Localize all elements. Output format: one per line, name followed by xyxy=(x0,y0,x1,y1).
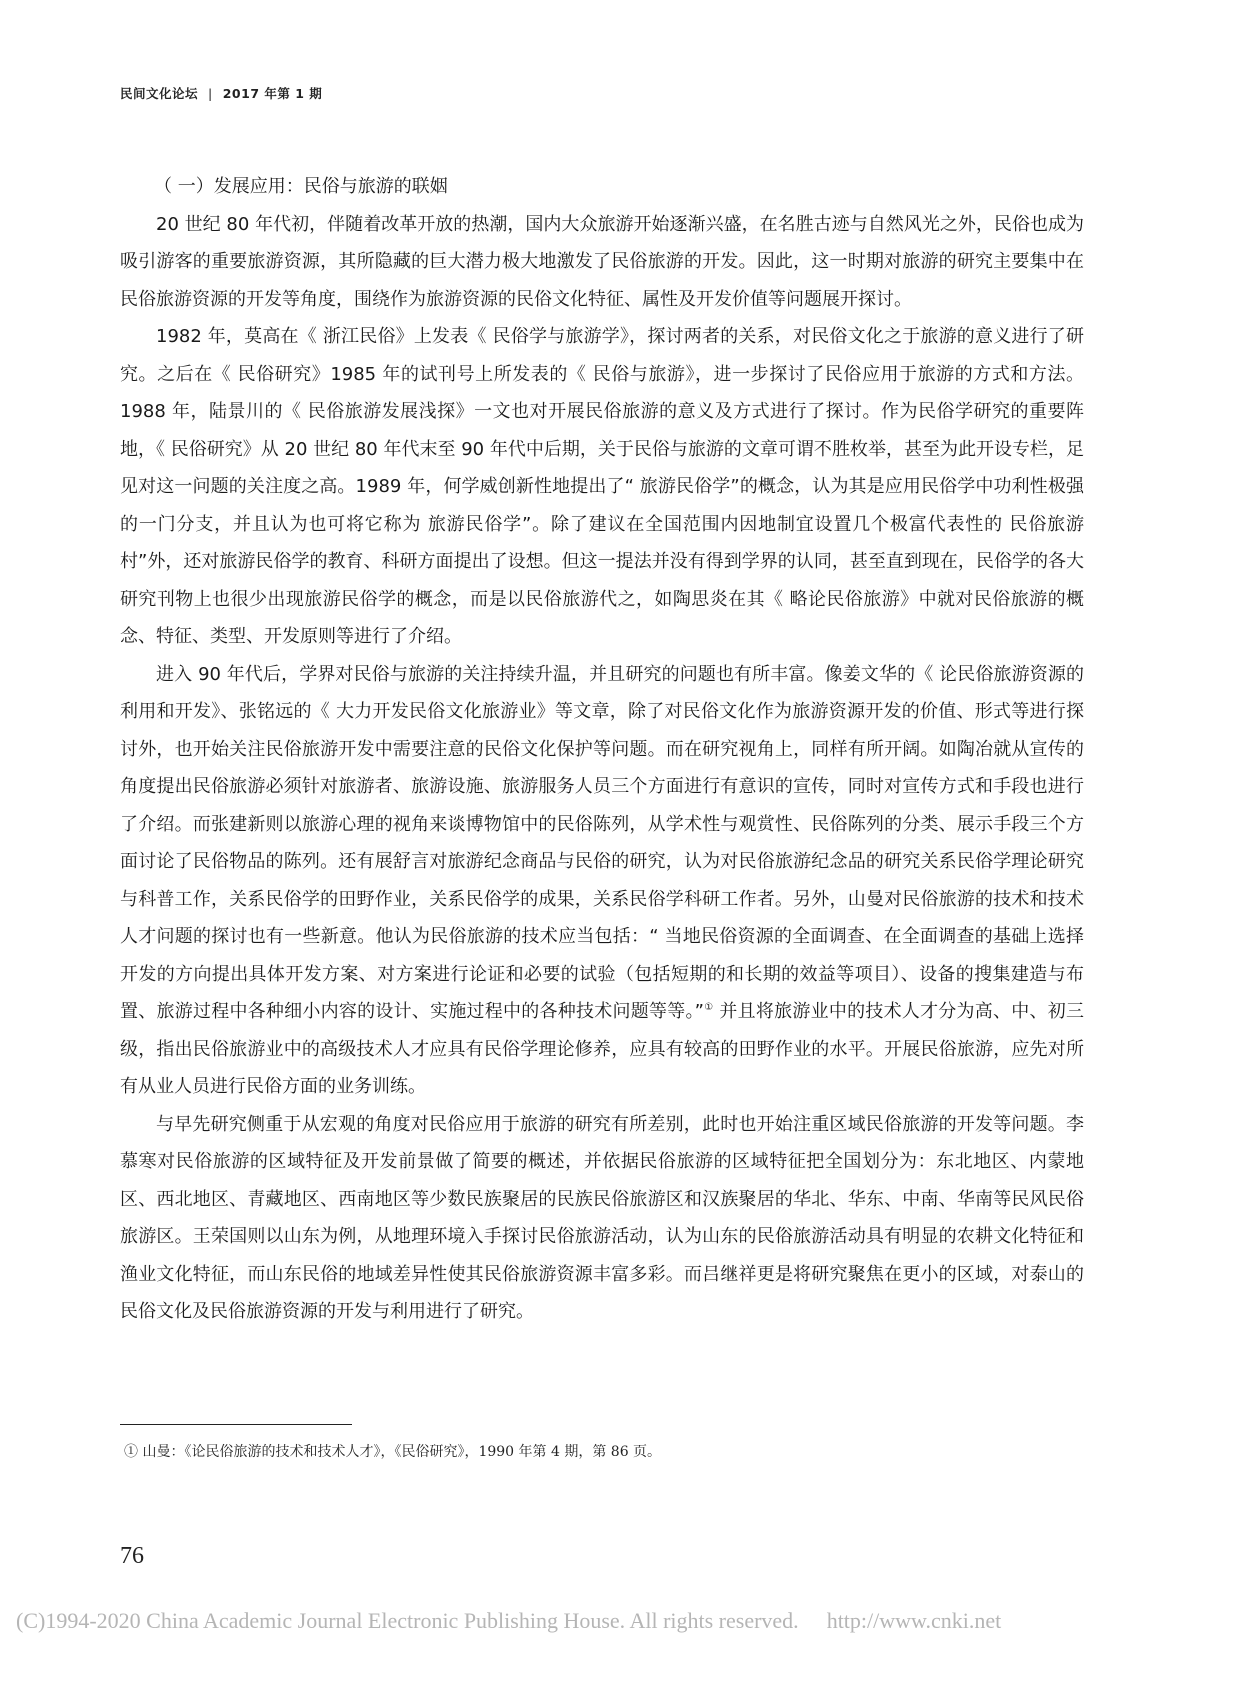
header-separator: | xyxy=(208,86,213,101)
paragraph-text: 并且将旅游业中的技术人才分为高、中、初三级，指出民俗旅游业中的高级技术人才应具有民俗学理论修养，应具有较高的田野作业的水平。开展民俗旅游，应先对所有从业人员进行民俗方面的业务训练。 xyxy=(120,1001,1084,1097)
running-header xyxy=(120,84,322,102)
paragraph-text: 进入 90 年代后，学界对民俗与旅游的关注持续升温，并且研究的问题也有所丰富。像姜文华的《 论民俗旅游资源的利用和开发》、张铭远的《 大力开发民俗文化旅游业》等文章，除了对民俗文化作为旅游资源开发的价值、形式等进行探讨外，也开始关注民俗旅游开发中需要注意的民俗文化保护等问题。而在研究视角上，同样有所开阔。如陶冶就从宣传的角度提出民俗旅游必须针对旅游者、旅游设施、旅游服务人员三个方面进行有意识的宣传，同时对宣传方式和手段也进行了介绍。而张建新则以旅游心理的视角来谈博物馆中的民俗陈列，从学术性与观赏性、民俗陈列的分类、展示手段三个方面讨论了民俗物品的陈列。还有展舒言对旅游纪念商品与民俗的研究，认为对民俗旅游纪念品的研究关系民俗学理论研究与科普工作，关系民俗学的田野作业，关系民俗学的成果，关系民俗学科研工作者。另外，山曼对民俗旅游的技术和技术人才问题的探讨也有一些新意。他认为民俗旅游的技术应当包括：“ 当地民俗资源的全面调查、在全面调查的基础上选择开发的方向提出具体开发方案、对方案进行论证和必要的试验（包括短期的和长期的效益等项目）、设备的搜集建造与布置、旅游过程中各种细小内容的设计、实施过程中的各种技术问题等等。” xyxy=(120,663,1084,1022)
copyright-notice xyxy=(16,1608,1226,1634)
paragraph: 1982 年，莫高在《 浙江民俗》上发表《 民俗学与旅游学》，探讨两者的关系，对民俗文化之于旅游的意义进行了研究。之后在《 民俗研究》1985 年的试刊号上所发表的《 民俗与旅游》，进一步探讨了民俗应用于旅游的方式和方法。1988 年，陆景川的《 民俗旅游发展浅探》一文也对开展民俗旅游的意义及方式进行了探讨。作为民俗学研究的重要阵地，《 民俗研究》从 20 世纪 80 年代末至 90 年代中后期，关于民俗与旅游的文章可谓不胜枚举，甚至为此开设专栏，足见对这一问题的关注度之高。1989 年，何学威创新性地提出了“ 旅游民俗学”的概念，认为其是应用民俗学中功利性极强的一门分支，并且认为也可将它称为 旅游民俗学”。除了建议在全国范围内因地制宜设置几个极富代表性的 民俗旅游村”外，还对旅游民俗学的教育、科研方面提出了设想。但这一提法并没有得到学界的认同，甚至直到现在，民俗学的各大研究刊物上也很少出现旅游民俗学的概念，而是以民俗旅游代之，如陶思炎在其《 略论民俗旅游》中就对民俗旅游的概念、特征、类型、开发原则等进行了介绍。 xyxy=(120,326,1084,647)
paragraph xyxy=(120,656,1084,1106)
footnote-divider xyxy=(120,1424,352,1425)
copyright-text: (C)1994-2020 China Academic Journal Electronic Publishing House. All rights reserved. xyxy=(16,1608,799,1633)
paragraph: 20 世纪 80 年代初，伴随着改革开放的热潮，国内大众旅游开始逐渐兴盛，在名胜古迹与自然风光之外，民俗也成为吸引游客的重要旅游资源，其所隐藏的巨大潜力极大地激发了民俗旅游的开发。因此，这一时期对旅游的研究主要集中在民俗旅游资源的开发等角度，围绕作为旅游资源的民俗文化特征、属性及开发价值等问题展开探讨。 xyxy=(120,213,1084,310)
copyright-url: http://www.cnki.net xyxy=(826,1608,1002,1633)
issue-label: 2017 年第 1 期 xyxy=(222,86,323,101)
footnote-reference[interactable]: ① xyxy=(704,1002,714,1013)
journal-name: 民间文化论坛 xyxy=(120,86,199,101)
paragraph: 与早先研究侧重于从宏观的角度对民俗应用于旅游的研究有所差别，此时也开始注重区域民俗旅游的开发等问题。李慕寒对民俗旅游的区域特征及开发前景做了简要的概述，并依据民俗旅游的区域特征把全国划分为：东北地区、内蒙地区、西北地区、青藏地区、西南地区等少数民族聚居的民族民俗旅游区和汉族聚居的华北、华东、中南、华南等民风民俗旅游区。王荣国则以山东为例，从地理环境入手探讨民俗旅游活动，认为山东的民俗旅游活动具有明显的农耕文化特征和渔业文化特征，而山东民俗的地域差异性使其民俗旅游资源丰富多彩。而吕继祥更是将研究聚焦在更小的区域，对泰山的民俗文化及民俗旅游资源的开发与利用进行了研究。 xyxy=(120,1113,1084,1322)
section-heading: （ 一）发展应用：民俗与旅游的联姻 xyxy=(154,176,448,197)
footnote: ① 山曼：《论民俗旅游的技术和技术人才》，《民俗研究》，1990 年第 4 期，第 86 页。 xyxy=(124,1444,662,1460)
article-body xyxy=(120,168,1084,1331)
page-number: 76 xyxy=(120,1543,144,1569)
